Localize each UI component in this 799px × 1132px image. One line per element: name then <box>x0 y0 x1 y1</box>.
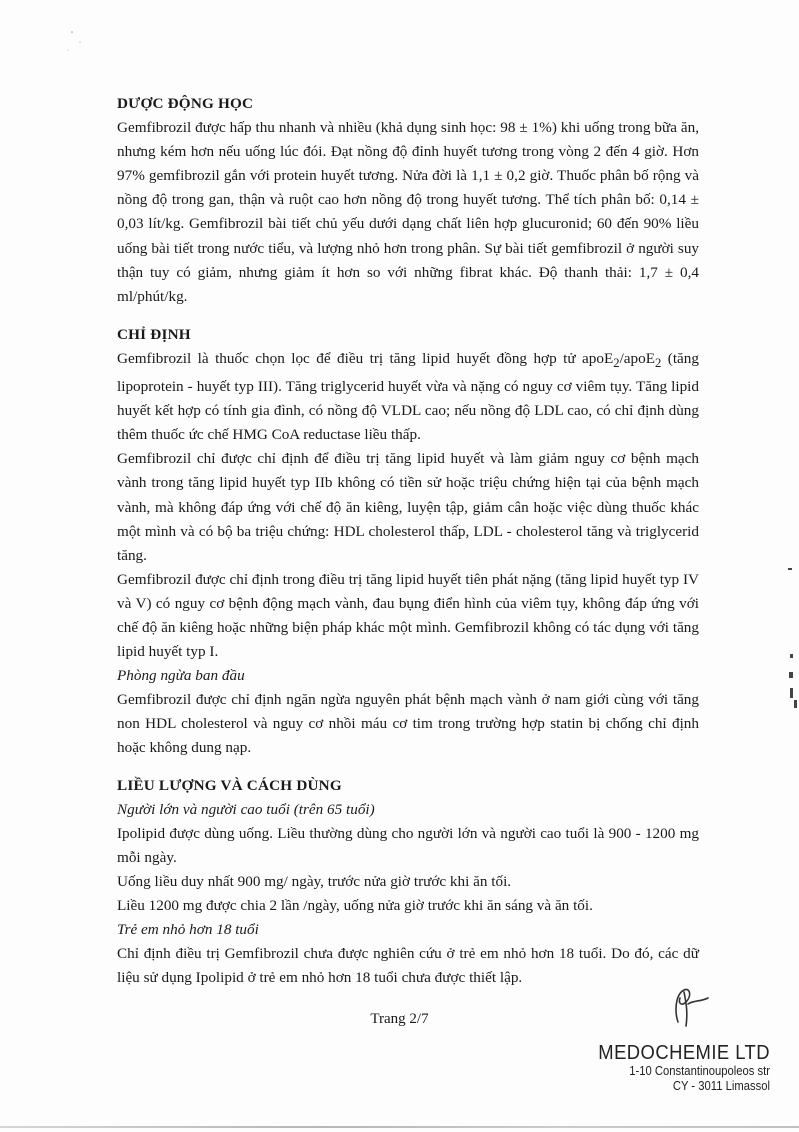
pharmacokinetics-paragraph: Gemfibrozil được hấp thu nhanh và nhiều (khả dụng sinh học: 98 ± 1%) khi uống trong bữa ăn, nhưng kém hơn nếu uống lúc đói. Đạt nồng độ đỉnh huyết tương trong vòng 2 đến 4 giờ. Hơn 97% gemfibrozil gắn với protein huyết tương. Nửa đời là 1,1 ± 0,2 giờ. Thuốc phân bố rộng và nồng độ trong gan, thận và ruột cao hơn nồng độ trong huyết tương. Thể tích phân bố: 0,14 ± 0,03 lít/kg. Gemfibrozil bài tiết chủ yếu dưới dạng chất liên hợp glucuronid; 60 đến 90% liều uống bài tiết trong nước tiểu, và lượng nhỏ hơn trong phân. Sự bài tiết gemfibrozil ở người suy thận tuy có giảm, nhưng giảm ít hơn so với những fibrat khác. Độ thanh thải: 1,7 ± 0,4 ml/phút/kg. <box>117 119 699 305</box>
page-number: Trang 2/7 <box>370 1011 429 1027</box>
document-body <box>117 92 699 990</box>
scan-bottom-edge <box>0 1126 799 1128</box>
scan-edge-mark <box>789 672 793 678</box>
company-name: MEDOCHEMIE LTD <box>598 1042 770 1064</box>
section-heading-indications: CHỈ ĐỊNH <box>117 325 191 343</box>
indications-paragraph-1-end: (tăng lipoprotein - huyết typ III). Tăng triglycerid huyết vừa và nặng có nguy cơ viêm tụy. Tăng lipid huyết kết hợp có tính gia đình, có nồng độ VLDL cao; nếu nồng độ LDL cao, có chỉ định dùng thêm thuốc ức chế HMG CoA reductase liều thấp. <box>117 349 699 444</box>
indications-paragraph-4: Gemfibrozil được chỉ định ngăn ngừa nguyên phát bệnh mạch vành ở nam giới cùng với tăng non HDL cholesterol và nguy cơ nhồi máu cơ tim trong trường hợp statin bị chống chỉ định hoặc không dung nạp. <box>117 691 699 757</box>
dosage-paragraph-1: Ipolipid được dùng uống. Liều thường dùng cho người lớn và người cao tuổi là 900 - 1200 mg mỗi ngày. <box>117 824 699 866</box>
dosage-subheading-adults: Người lớn và người cao tuổi (trên 65 tuổi) <box>117 800 375 818</box>
dosage-paragraph-3: Liều 1200 mg được chia 2 lần /ngày, uống nửa giờ trước khi ăn sáng và ăn tối. <box>117 897 593 915</box>
indications-subheading-primary-prevention: Phòng ngừa ban đầu <box>117 667 245 685</box>
indications-paragraph-3: Gemfibrozil được chỉ định trong điều trị tăng lipid huyết tiên phát nặng (tăng lipid huyết typ IV và V) có nguy cơ bệnh động mạch vành, đau bụng điển hình của viêm tụy, không đáp ứng với chế độ ăn kiêng hoặc những biện pháp khác một mình. Gemfibrozil không có tác dụng với tăng lipid huyết typ I. <box>117 570 699 661</box>
scan-edge-mark <box>790 654 793 658</box>
dosage-paragraph-4: Chỉ định điều trị Gemfibrozil chưa được nghiên cứu ở trẻ em nhỏ hơn 18 tuổi. Do đó, các dữ liệu sử dụng Ipolipid ở trẻ em nhỏ hơn 18 tuổi chưa được thiết lập. <box>117 945 699 987</box>
scan-specks <box>30 20 90 60</box>
indications-paragraph-1-mid: /apoE <box>619 349 655 367</box>
indications-paragraph-1 <box>117 347 699 447</box>
dosage-paragraph-2: Uống liều duy nhất 900 mg/ ngày, trước nửa giờ trước khi ăn tối. <box>117 872 512 890</box>
scan-edge-mark <box>794 700 797 708</box>
company-stamp <box>570 1042 770 1094</box>
scan-edge-mark <box>788 568 792 570</box>
indications-paragraph-2: Gemfibrozil chỉ được chỉ định để điều trị tăng lipid huyết và làm giảm nguy cơ bệnh mạch vành trong tăng lipid huyết typ IIb không có tiền sử hoặc triệu chứng hiện tại của bệnh mạch vành, mà không đáp ứng với chế độ ăn kiêng, luyện tập, giảm cân hoặc việc dùng thuốc khác một mình và có bộ ba triệu chứng: HDL cholesterol thấp, LDL - cholesterol tăng và triglycerid tăng. <box>117 450 699 564</box>
section-heading-dosage: LIỀU LƯỢNG VÀ CÁCH DÙNG <box>117 776 342 794</box>
subscript-2: 2 <box>613 355 620 370</box>
scan-edge-mark <box>790 688 793 698</box>
company-address-line-1: 1-10 Constantinoupoleos str <box>629 1064 770 1078</box>
subscript-2: 2 <box>655 355 662 370</box>
company-address-line-2: CY - 3011 Limassol <box>672 1079 770 1093</box>
indications-paragraph-1-start: Gemfibrozil là thuốc chọn lọc để điều trị tăng lipid huyết đồng hợp tử apoE <box>117 349 614 367</box>
dosage-subheading-children: Trẻ em nhỏ hơn 18 tuổi <box>117 921 259 939</box>
section-heading-pharmacokinetics: DƯỢC ĐỘNG HỌC <box>117 95 254 112</box>
